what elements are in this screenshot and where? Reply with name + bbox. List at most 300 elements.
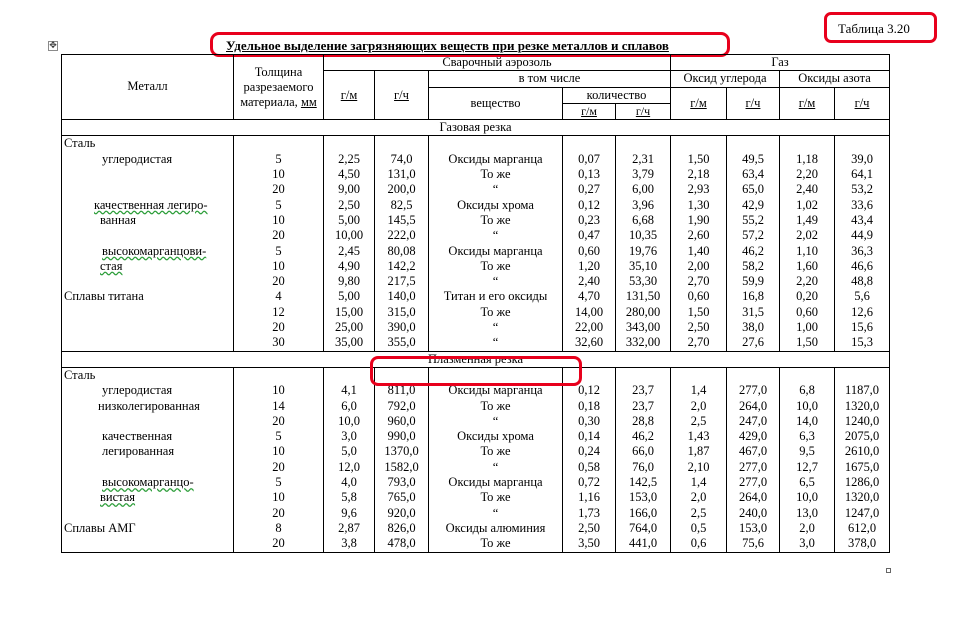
cell-value: 0,60 [796, 304, 818, 319]
table-resize-handle[interactable] [886, 568, 891, 573]
cell-value: 14,0 [796, 413, 818, 428]
cell-value: 13,0 [796, 505, 818, 520]
cell-value: 0,23 [578, 212, 600, 227]
data-column [563, 136, 616, 351]
cell-value: 1,20 [578, 258, 600, 273]
metal-name: низколегированная [98, 398, 200, 413]
cell-value: 1,60 [796, 258, 818, 273]
table-title: Удельное выделение загрязняющих веществ при резке металлов и сплавов [226, 38, 669, 53]
metal-name: Сплавы титана [64, 289, 144, 304]
metal-name: углеродистая [102, 151, 173, 166]
cell-value: 0,07 [578, 151, 600, 166]
cell-value: 1,90 [687, 212, 710, 227]
cell-value [236, 136, 321, 151]
cell-value: 277,0 [738, 383, 768, 398]
data-column [727, 136, 780, 351]
cell-value: 20 [272, 536, 285, 551]
header-aerosol: Сварочный аэрозоль [324, 55, 671, 71]
cell-value: 32,60 [574, 335, 604, 350]
cell-value: 960,0 [387, 413, 416, 428]
cell-value: 12,6 [851, 304, 873, 319]
cell-value: 1,43 [687, 429, 710, 444]
cell-value: 429,0 [738, 429, 768, 444]
cell-value: 0,24 [578, 444, 600, 459]
cell-value: 2,20 [796, 167, 818, 182]
cell-value: 0,27 [578, 182, 600, 197]
cell-value [326, 136, 372, 151]
cell-value: 612,0 [847, 520, 877, 535]
cell-value [782, 136, 832, 151]
cell-value: То же [480, 212, 511, 227]
data-column [234, 367, 324, 552]
cell-value: 4,90 [338, 258, 360, 273]
cell-value: 9,6 [341, 505, 357, 520]
cell-value [729, 368, 777, 383]
metal-name: вистая [100, 490, 136, 505]
data-column [324, 367, 375, 552]
cell-value: 2,5 [690, 505, 707, 520]
cell-value: 0,58 [578, 459, 600, 474]
metal-name [64, 460, 231, 475]
header-co: Оксид углерода [671, 71, 780, 87]
cell-value: 1,18 [796, 151, 818, 166]
cell-value: 2,0 [799, 520, 815, 535]
cell-value: 80,08 [387, 243, 416, 258]
cell-value: 1247,0 [844, 505, 880, 520]
cell-value: 15,3 [851, 335, 873, 350]
cell-value: 1320,0 [844, 490, 880, 505]
cell-value: 264,0 [738, 398, 768, 413]
data-column [616, 136, 671, 351]
cell-value: “ [492, 274, 499, 289]
cell-value: 44,9 [851, 228, 873, 243]
cell-value: 12,7 [796, 459, 818, 474]
data-column [324, 136, 375, 351]
cell-value: 140,0 [387, 289, 416, 304]
cell-value: 66,0 [632, 444, 654, 459]
cell-value: 57,2 [742, 228, 764, 243]
cell-value: 1,4 [690, 383, 707, 398]
cell-value: 14,00 [574, 304, 604, 319]
table-caption: Таблица 3.20 [838, 21, 910, 36]
data-column [780, 367, 835, 552]
metal-name [64, 182, 231, 197]
cell-value [377, 136, 426, 151]
cell-value: 1,50 [687, 304, 710, 319]
table-body [62, 120, 890, 552]
cell-value: 10 [272, 167, 285, 182]
cell-value: 5,8 [341, 490, 357, 505]
cell-value: 343,00 [625, 320, 661, 335]
cell-value: 1,16 [578, 490, 600, 505]
cell-value: 4,0 [341, 475, 357, 490]
cell-value: 10,0 [796, 490, 818, 505]
cell-value: “ [492, 320, 499, 335]
cell-value: 478,0 [387, 536, 416, 551]
cell-value [837, 136, 887, 151]
cell-value: 55,2 [742, 212, 764, 227]
section-title: Плазменная резка [62, 351, 890, 367]
metal-name [64, 305, 231, 320]
cell-value: 35,10 [628, 258, 658, 273]
cell-value: 0,13 [578, 167, 600, 182]
cell-value: 10 [272, 212, 285, 227]
cell-value: 0,12 [578, 197, 600, 212]
cell-value: 2,5 [690, 413, 707, 428]
cell-value: 20 [272, 459, 285, 474]
cell-value: 2,00 [687, 258, 710, 273]
header-thickness: Толщина разрезаемого материала, мм [234, 55, 324, 120]
cell-value: 264,0 [738, 490, 768, 505]
cell-value: 2,87 [338, 520, 360, 535]
cell-value: 36,3 [851, 243, 873, 258]
cell-value: То же [480, 536, 511, 551]
cell-value: 166,0 [628, 505, 658, 520]
cell-value: 142,5 [628, 475, 658, 490]
metal-name [64, 274, 231, 289]
cell-value: 5,6 [854, 289, 870, 304]
cell-value: “ [492, 505, 499, 520]
cell-value: 46,2 [742, 243, 764, 258]
cell-value: 1,10 [796, 243, 818, 258]
metal-name [64, 414, 231, 429]
metal-name: Сталь [64, 367, 96, 382]
metal-column [62, 367, 234, 552]
data-column [375, 136, 429, 351]
cell-value: 10,0 [338, 413, 360, 428]
data-column [234, 136, 324, 351]
cell-value: 2,25 [338, 151, 360, 166]
cell-value: 20 [272, 505, 285, 520]
caption-highlight-ring [824, 12, 937, 43]
cell-value: Титан и его оксиды [443, 289, 548, 304]
cell-value: 3,79 [632, 167, 654, 182]
emissions-table [61, 54, 890, 553]
cell-value: 990,0 [387, 429, 416, 444]
cell-value: 5 [275, 243, 282, 258]
header-qty-g-h: г/ч [616, 103, 671, 119]
cell-value: 1320,0 [844, 398, 880, 413]
cell-value: 5 [275, 197, 282, 212]
cell-value: 6,00 [632, 182, 654, 197]
cell-value: 12 [272, 304, 285, 319]
header-substance: вещество [429, 87, 563, 120]
header-metal: Металл [62, 55, 234, 120]
cell-value: 2610,0 [844, 444, 880, 459]
cell-value: 0,60 [687, 289, 710, 304]
cell-value: 6,3 [799, 429, 815, 444]
cell-value: 5,0 [341, 444, 357, 459]
cell-value: 25,00 [334, 320, 364, 335]
header-nox: Оксиды азота [780, 71, 890, 87]
metal-name: высокомарганцо- [102, 475, 194, 490]
cell-value: 2,45 [338, 243, 360, 258]
cell-value: 82,5 [390, 197, 413, 212]
cell-value: 3,0 [799, 536, 815, 551]
cell-value: 2,50 [687, 320, 710, 335]
cell-value: 4,50 [338, 167, 360, 182]
cell-value [729, 136, 777, 151]
cell-value: 765,0 [387, 490, 416, 505]
plasma-highlight-ring [370, 356, 582, 386]
header-qty-g-m: г/м [563, 103, 616, 119]
metal-name: Сталь [64, 136, 96, 151]
cell-value: 332,00 [625, 335, 661, 350]
cell-value: 390,0 [387, 320, 416, 335]
cell-value: 5,00 [338, 289, 360, 304]
cell-value: То же [480, 258, 511, 273]
cell-value: 10,0 [796, 398, 818, 413]
cell-value: 10,35 [628, 228, 658, 243]
cell-value: 30 [272, 335, 285, 350]
header-gas: Газ [671, 55, 890, 71]
header-incl: в том числе [429, 71, 671, 87]
cell-value: 0,30 [578, 413, 600, 428]
cell-value: 12,0 [338, 459, 360, 474]
section-row [62, 120, 890, 136]
cell-value: 2,0 [690, 490, 707, 505]
cell-value [326, 368, 372, 383]
metal-column [62, 136, 234, 351]
data-column [429, 136, 563, 351]
cell-value: 280,00 [625, 304, 661, 319]
header-co-g-m: г/м [671, 87, 727, 120]
table-move-handle-icon[interactable]: ✥ [49, 41, 57, 51]
cell-value: 2075,0 [844, 429, 880, 444]
metal-name: высокомарганцови- [102, 243, 207, 258]
cell-value: 20 [272, 182, 285, 197]
cell-value: 65,0 [742, 182, 764, 197]
cell-value: Оксиды марганца [448, 383, 543, 398]
cell-value: 2,0 [690, 398, 707, 413]
cell-value: 2,40 [796, 182, 818, 197]
metal-name [64, 167, 231, 182]
data-column [835, 367, 890, 552]
cell-value: 2,10 [687, 459, 710, 474]
cell-value: То же [480, 398, 511, 413]
data-column [780, 136, 835, 351]
cell-value [565, 136, 613, 151]
cell-value: 1187,0 [845, 383, 879, 398]
cell-value: 131,0 [387, 167, 416, 182]
cell-value: 31,5 [742, 304, 764, 319]
cell-value: 2,02 [796, 228, 818, 243]
cell-value: 38,0 [742, 320, 764, 335]
data-column [429, 367, 563, 552]
cell-value [837, 368, 887, 383]
cell-value: 49,5 [742, 151, 764, 166]
cell-value: 1370,0 [384, 444, 419, 459]
cell-value: 14 [272, 398, 285, 413]
cell-value: 23,7 [632, 383, 654, 398]
cell-value: 5 [275, 429, 282, 444]
cell-value: 811,0 [387, 383, 416, 398]
header-aerosol-g-h: г/ч [375, 71, 429, 120]
cell-value: 153,0 [738, 520, 768, 535]
header-quantity: количество [563, 87, 671, 103]
cell-value: 8 [275, 520, 282, 535]
section-data-block [62, 136, 890, 351]
cell-value: 75,6 [742, 536, 764, 551]
cell-value: 1,02 [796, 197, 818, 212]
cell-value: “ [492, 335, 499, 350]
cell-value: 1,87 [687, 444, 710, 459]
cell-value: 1,30 [687, 197, 710, 212]
cell-value: “ [492, 413, 499, 428]
cell-value: 2,70 [687, 274, 710, 289]
cell-value [673, 368, 724, 383]
cell-value: 5 [275, 475, 282, 490]
cell-value: 23,7 [632, 398, 654, 413]
data-column [563, 367, 616, 552]
cell-value: 145,5 [387, 212, 416, 227]
cell-value: 19,76 [628, 243, 658, 258]
cell-value: 2,20 [796, 274, 818, 289]
cell-value: 0,18 [578, 398, 600, 413]
cell-value: 10 [272, 490, 285, 505]
metal-name [64, 320, 231, 335]
cell-value: 315,0 [387, 304, 416, 319]
header-nox-g-h: г/ч [835, 87, 890, 120]
cell-value: “ [492, 182, 499, 197]
cell-value: 378,0 [847, 536, 877, 551]
cell-value: 6,5 [799, 475, 815, 490]
data-column [727, 367, 780, 552]
cell-value: “ [492, 228, 499, 243]
cell-value: 793,0 [387, 475, 416, 490]
cell-value: 2,40 [578, 274, 600, 289]
metal-name: качественная легиро- [94, 197, 208, 212]
cell-value: Оксиды хрома [457, 197, 534, 212]
cell-value: 53,2 [851, 182, 873, 197]
cell-value: 0,12 [578, 383, 600, 398]
cell-value: 2,50 [578, 520, 600, 535]
cell-value: 3,0 [341, 429, 357, 444]
cell-value: 9,5 [799, 444, 815, 459]
cell-value: 20 [272, 228, 285, 243]
cell-value: 0,6 [690, 536, 707, 551]
cell-value: 1,00 [796, 320, 818, 335]
cell-value: 28,8 [632, 413, 654, 428]
cell-value: 1240,0 [844, 413, 880, 428]
data-column [616, 367, 671, 552]
cell-value: 3,50 [578, 536, 600, 551]
cell-value: 39,0 [851, 151, 873, 166]
metal-name [64, 536, 231, 551]
cell-value: Оксиды марганца [448, 243, 543, 258]
cell-value: 15,00 [334, 304, 364, 319]
data-column [835, 136, 890, 351]
metal-name: легированная [102, 444, 175, 459]
cell-value: 76,0 [632, 459, 654, 474]
cell-value: 15,6 [851, 320, 873, 335]
cell-value: 59,9 [742, 274, 764, 289]
metal-name: качественная [102, 429, 173, 444]
cell-value: 2,18 [687, 167, 710, 182]
cell-value: 10 [272, 258, 285, 273]
cell-value: 920,0 [387, 505, 416, 520]
cell-value: 48,8 [851, 274, 873, 289]
cell-value: 33,6 [851, 197, 873, 212]
cell-value: 35,00 [334, 335, 364, 350]
cell-value [236, 368, 321, 383]
cell-value: 46,6 [851, 258, 873, 273]
cell-value: 2,93 [687, 182, 710, 197]
cell-value: 6,8 [799, 383, 815, 398]
header-nox-g-m: г/м [780, 87, 835, 120]
cell-value: 46,2 [632, 429, 654, 444]
cell-value: 441,0 [628, 536, 658, 551]
cell-value: 277,0 [738, 459, 768, 474]
cell-value: Оксиды алюминия [445, 520, 546, 535]
cell-value: 355,0 [387, 335, 416, 350]
cell-value: 58,2 [742, 258, 764, 273]
metal-name: ванная [100, 212, 136, 227]
cell-value: 4 [275, 289, 282, 304]
cell-value: 217,5 [387, 274, 416, 289]
cell-value: 1675,0 [844, 459, 880, 474]
cell-value: 9,80 [338, 274, 360, 289]
cell-value: 240,0 [738, 505, 768, 520]
section-title: Газовая резка [62, 120, 890, 136]
cell-value: 3,96 [632, 197, 654, 212]
metal-name [64, 506, 231, 521]
cell-value: 4,70 [578, 289, 600, 304]
cell-value: 42,9 [742, 197, 764, 212]
cell-value: 10,00 [334, 228, 364, 243]
cell-value: 247,0 [738, 413, 768, 428]
cell-value: 64,1 [851, 167, 873, 182]
cell-value: 792,0 [387, 398, 416, 413]
cell-value: 2,70 [687, 335, 710, 350]
section-data-block [62, 367, 890, 552]
cell-value: 1,50 [687, 151, 710, 166]
cell-value: 16,8 [742, 289, 764, 304]
cell-value: 0,47 [578, 228, 600, 243]
cell-value: “ [492, 459, 499, 474]
cell-value: 27,6 [742, 335, 764, 350]
metal-name: углеродистая [102, 383, 173, 398]
cell-value: 10 [272, 383, 285, 398]
cell-value: 9,00 [338, 182, 360, 197]
cell-value: 1,73 [578, 505, 600, 520]
cell-value: То же [480, 444, 511, 459]
header-co-g-h: г/ч [727, 87, 780, 120]
cell-value: 764,0 [628, 520, 658, 535]
cell-value: 0,20 [796, 289, 818, 304]
cell-value: Оксиды марганца [448, 151, 543, 166]
cell-value: То же [480, 304, 511, 319]
cell-value: 22,00 [574, 320, 604, 335]
cell-value: 1,40 [687, 243, 710, 258]
data-column [375, 367, 429, 552]
cell-value: 63,4 [742, 167, 764, 182]
cell-value: То же [480, 167, 511, 182]
cell-value [618, 136, 668, 151]
data-column [671, 367, 727, 552]
cell-value: 43,4 [851, 212, 873, 227]
cell-value: 2,60 [687, 228, 710, 243]
cell-value: 200,0 [387, 182, 416, 197]
cell-value [673, 136, 724, 151]
cell-value: 4,1 [341, 383, 357, 398]
cell-value: 6,68 [632, 212, 654, 227]
cell-value: 2,31 [632, 151, 654, 166]
cell-value: 153,0 [628, 490, 658, 505]
cell-value: 222,0 [387, 228, 416, 243]
data-column [671, 136, 727, 351]
cell-value: 6,0 [341, 398, 357, 413]
